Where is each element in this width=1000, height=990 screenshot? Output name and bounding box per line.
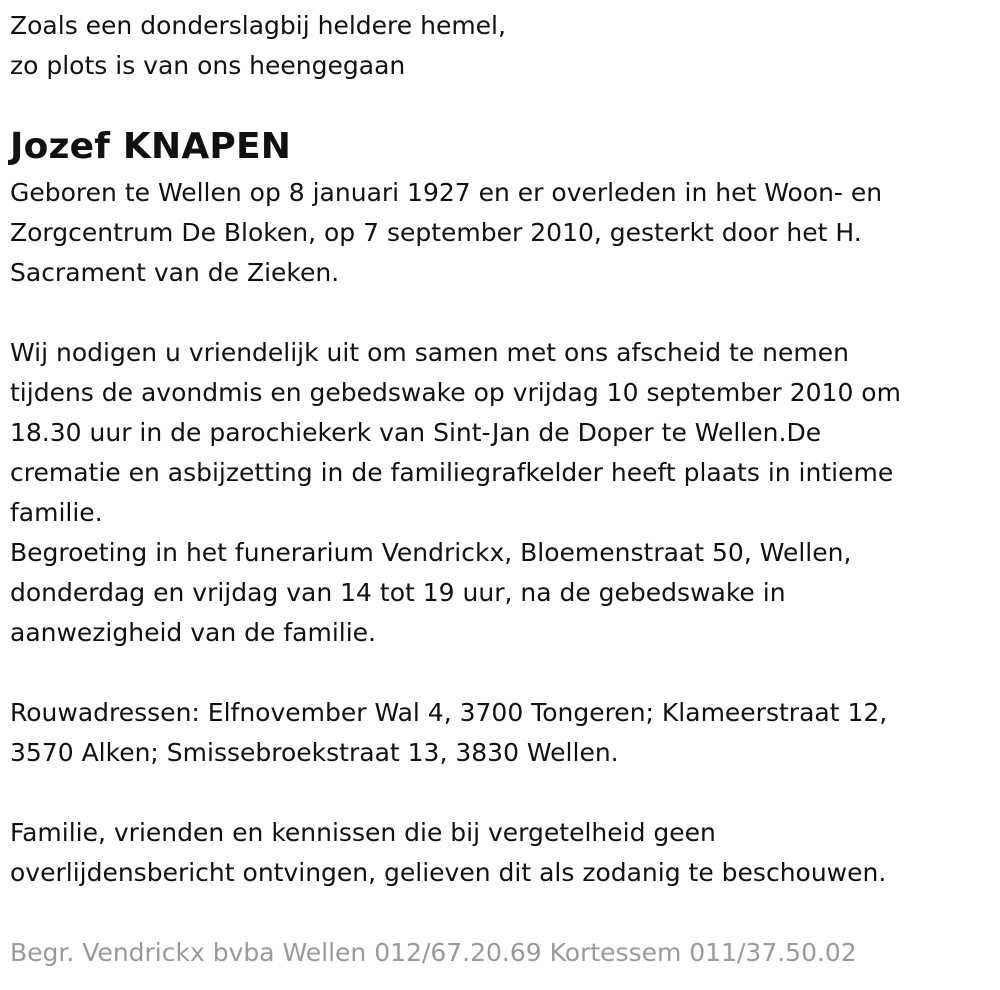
paragraph-line: familie. xyxy=(10,498,103,527)
paragraph-line: Geboren te Wellen op 8 januari 1927 en er overleden in het Woon- en xyxy=(10,178,883,207)
paragraph-line: aanwezigheid van de familie. xyxy=(10,618,376,647)
paragraph-line: 18.30 uur in de parochiekerk van Sint-Jan de Doper te Wellen.De xyxy=(10,418,822,447)
birth-death-paragraph xyxy=(10,173,882,293)
paragraph-line: Sacrament van de Zieken. xyxy=(10,258,340,287)
paragraph-line: 3570 Alken; Smissebroekstraat 13, 3830 Wellen. xyxy=(10,738,619,767)
paragraph-line: crematie en asbijzetting in de familiegrafkelder heeft plaats in intieme xyxy=(10,458,894,487)
deceased-name: Jozef KNAPEN xyxy=(10,126,292,167)
paragraph-line: tijdens de avondmis en gebedswake op vrijdag 10 september 2010 om xyxy=(10,378,901,407)
paragraph-line: donderdag en vrijdag van 14 tot 19 uur, na de gebedswake in xyxy=(10,578,786,607)
paragraph-line: Begroeting in het funerarium Vendrickx, Bloemenstraat 50, Wellen, xyxy=(10,538,852,567)
intro-verse xyxy=(10,6,506,86)
paragraph-line: Wij nodigen u vriendelijk uit om samen met ons afscheid te nemen xyxy=(10,338,849,367)
intro-line: Zoals een donderslagbij heldere hemel, xyxy=(10,11,506,40)
paragraph-line: Rouwadressen: Elfnovember Wal 4, 3700 Tongeren; Klameerstraat 12, xyxy=(10,698,888,727)
paragraph-line: Zorgcentrum De Bloken, op 7 september 2010, gesterkt door het H. xyxy=(10,218,862,247)
footer-text: Begr. Vendrickx bvba Wellen 012/67.20.69 Kortessem 011/37.50.02 xyxy=(10,938,857,967)
addresses-paragraph xyxy=(10,693,887,773)
notice-paragraph xyxy=(10,813,886,893)
intro-line: zo plots is van ons heengegaan xyxy=(10,51,406,80)
paragraph-line: overlijdensbericht ontvingen, gelieven dit als zodanig te beschouwen. xyxy=(10,858,887,887)
paragraph-line: Familie, vrienden en kennissen die bij vergetelheid geen xyxy=(10,818,716,847)
ceremony-paragraph xyxy=(10,333,901,653)
funeral-home-footer xyxy=(10,933,857,973)
